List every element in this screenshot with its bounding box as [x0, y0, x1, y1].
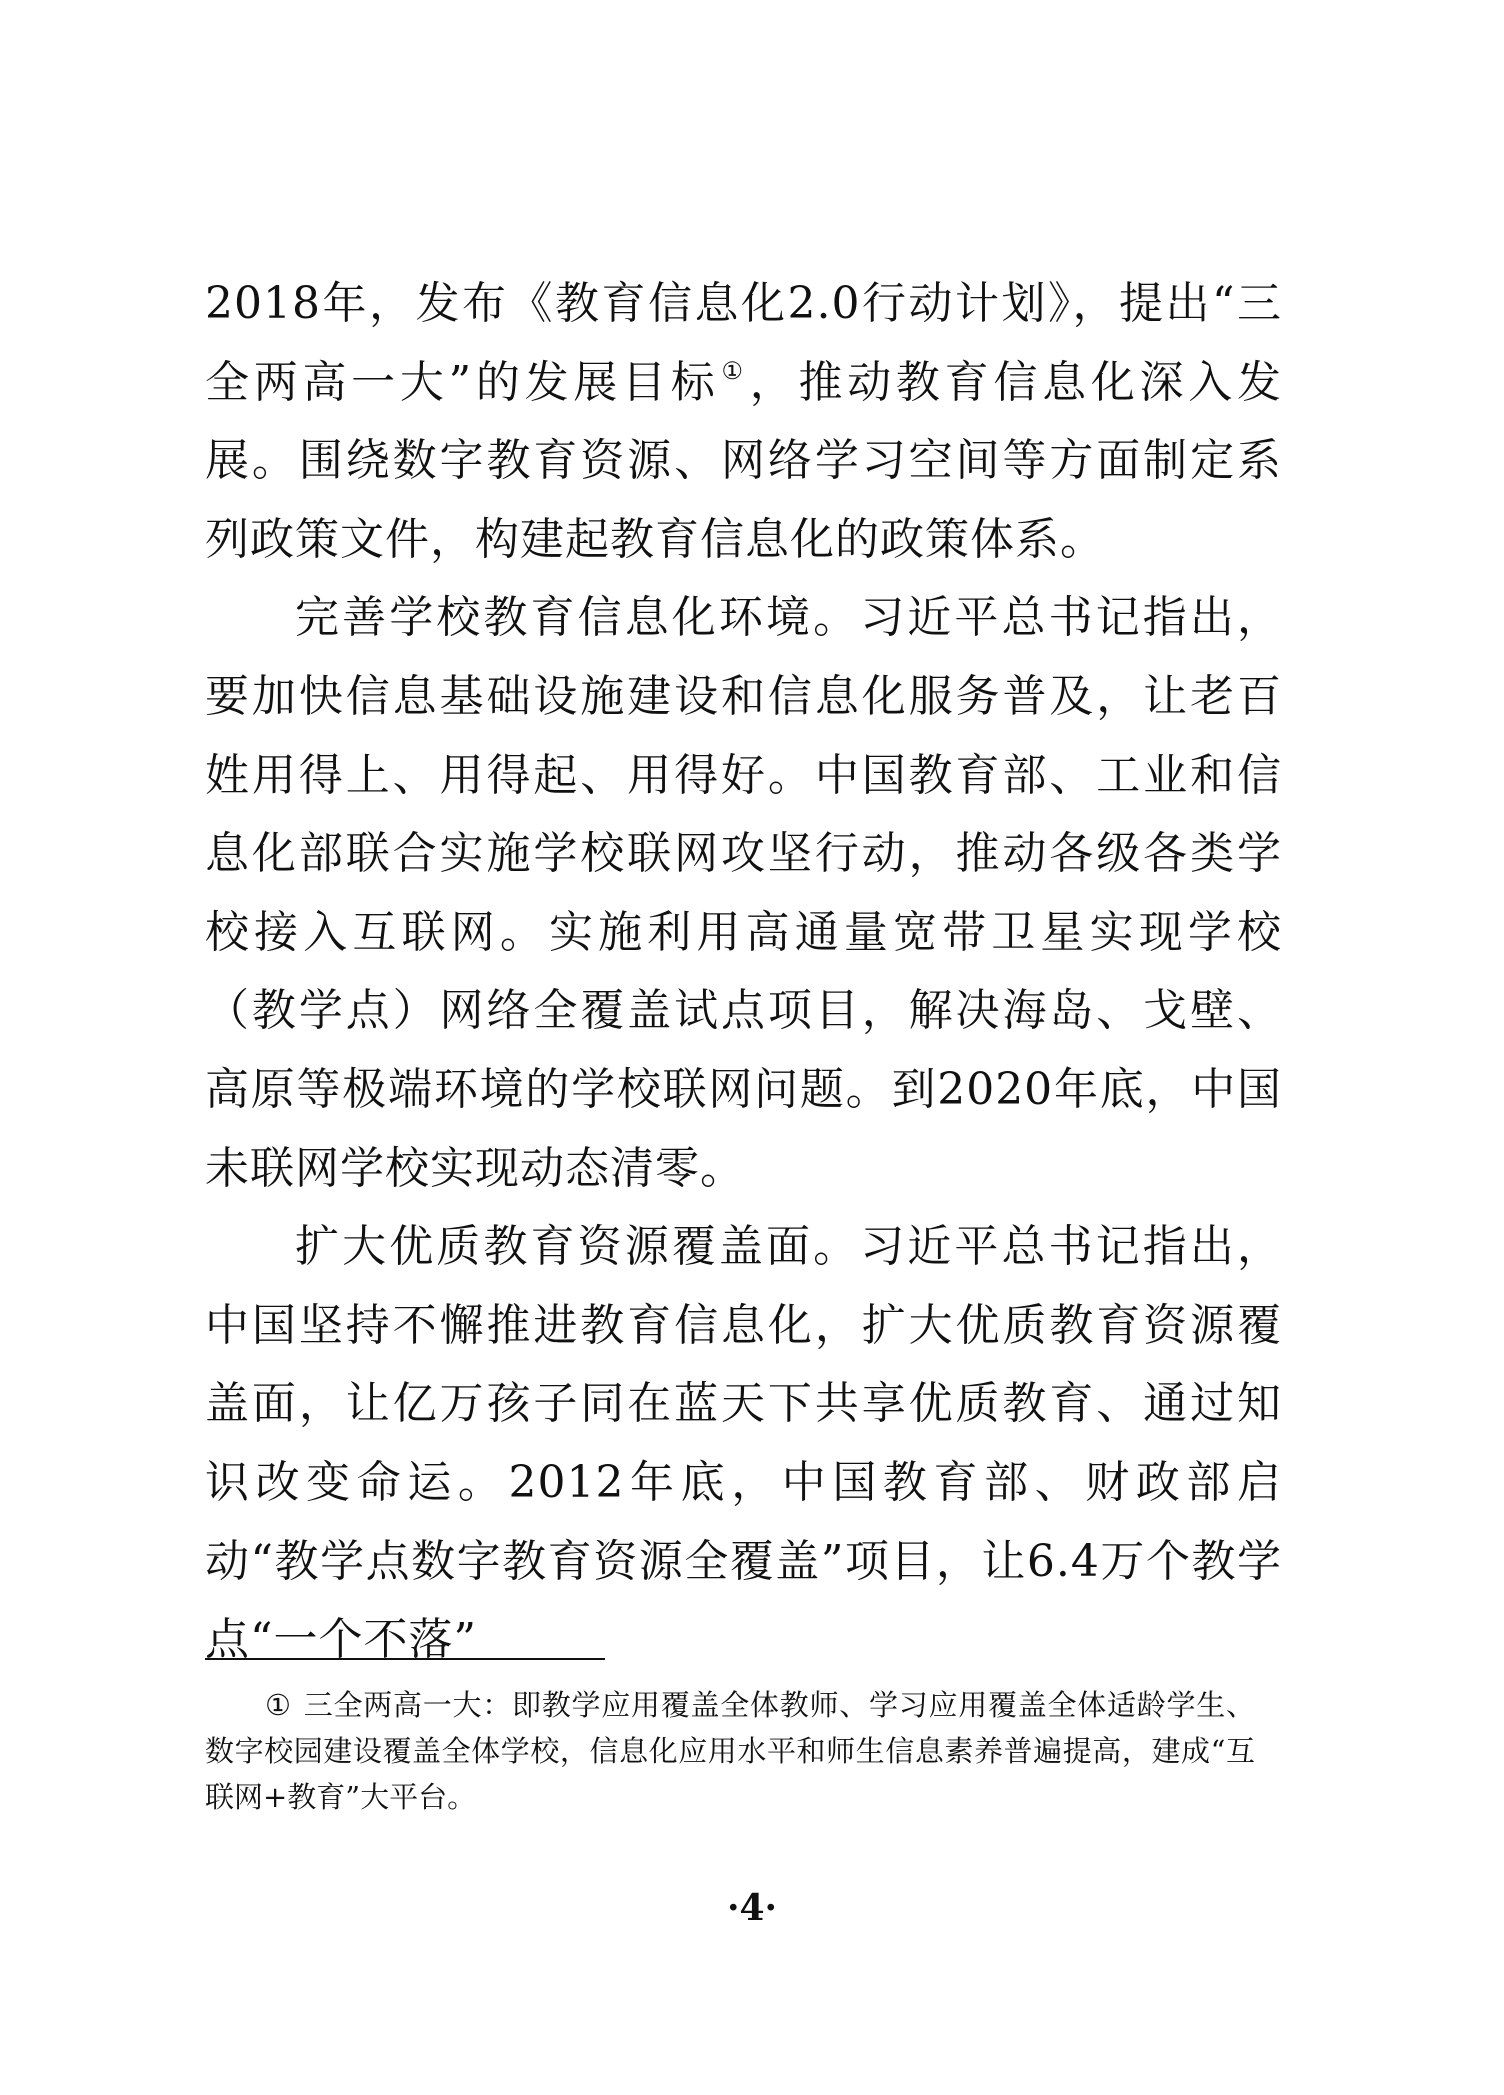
footnote-divider [205, 1658, 605, 1660]
footnote-reference: ① [721, 356, 748, 385]
body-text [205, 265, 1282, 1680]
paragraph-policy [205, 265, 1282, 579]
paragraph-policy-text-start: 2018年，发布《教育信息化2.0行动计划》，提出“三全两高一大”的发展目标 [205, 278, 1282, 408]
footnote-text: 三全两高一大：即教学应用覆盖全体教师、学习应用覆盖全体适龄学生、数字校园建设覆盖全体学校，信息化应用水平和师生信息素养普遍提高，建成“互联网+教育”大平台。 [205, 1688, 1255, 1814]
paragraph-policy-text-end: ，推动教育信息化深入发展。围绕数字教育资源、网络学习空间等方面制定系列政策文件，构建起教育信息化的政策体系。 [205, 356, 1283, 565]
footnote-marker: ① [265, 1688, 292, 1722]
footnote [205, 1682, 1255, 1820]
page-number: ·4· [726, 1887, 778, 1929]
paragraph-school-environment: 完善学校教育信息化环境。习近平总书记指出，要加快信息基础设施建设和信息化服务普及，让老百姓用得上、用得起、用得好。中国教育部、工业和信息化部联合实施学校联网攻坚行动，推动各级各类学校接入互联网。实施利用高通量宽带卫星实现学校（教学点）网络全覆盖试点项目，解决海岛、戈壁、高原等极端环境的学校联网问题。到2020年底，中国未联网学校实现动态清零。 [205, 592, 1282, 1194]
paragraph-resource-coverage: 扩大优质教育资源覆盖面。习近平总书记指出，中国坚持不懈推进教育信息化，扩大优质教育资源覆盖面，让亿万孩子同在蓝天下共享优质教育、通过知识改变命运。2012年底，中国教育部、财政部启动“教学点数字教育资源全覆盖”项目，让6.4万个教学点“一个不落” [205, 1221, 1282, 1666]
